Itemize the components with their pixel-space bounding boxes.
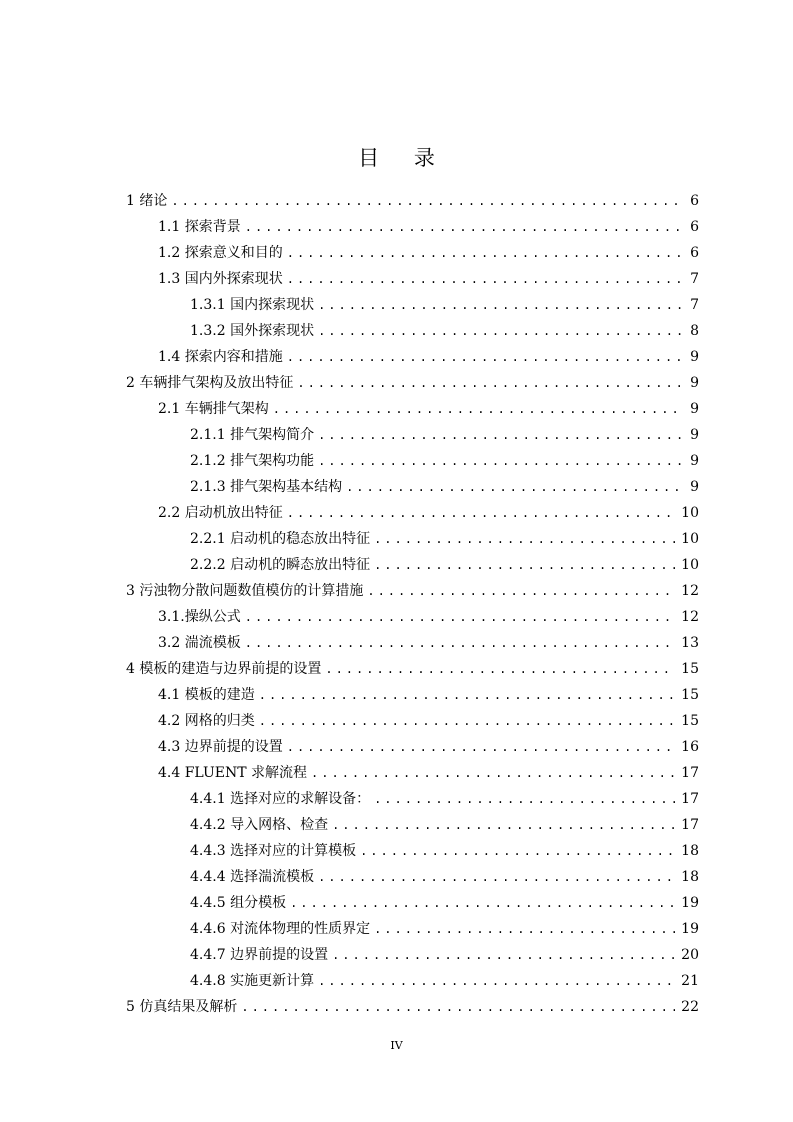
toc-dot-leader bbox=[318, 968, 675, 994]
toc-entry-label: 3.1.操纵公式 bbox=[158, 609, 241, 625]
toc-dot-leader bbox=[325, 656, 675, 682]
toc-entry[interactable] bbox=[126, 266, 699, 292]
toc-entry-page-number: 17 bbox=[681, 817, 699, 833]
toc-entry-label: 4.4.1 选择对应的求解设备： bbox=[190, 791, 371, 807]
toc-entry[interactable] bbox=[126, 578, 699, 604]
toc-entry-label: 4.4.5 组分模板 bbox=[190, 895, 287, 911]
toc-entry-label: 2.2 启动机放出特征 bbox=[158, 505, 283, 521]
toc-entry[interactable] bbox=[126, 838, 699, 864]
toc-entry[interactable] bbox=[126, 760, 699, 786]
toc-entry-page-number: 20 bbox=[681, 947, 699, 963]
toc-dot-leader bbox=[374, 552, 675, 578]
toc-entry-page-number: 12 bbox=[681, 583, 699, 599]
toc-entry-page-number: 19 bbox=[681, 921, 699, 937]
toc-entry[interactable] bbox=[126, 786, 699, 812]
toc-entry-label: 4.4 FLUENT 求解流程 bbox=[158, 765, 308, 781]
toc-entry[interactable] bbox=[126, 526, 699, 552]
toc-dot-leader bbox=[374, 786, 675, 812]
toc-dot-leader bbox=[360, 838, 675, 864]
toc-entry-page-number: 21 bbox=[681, 973, 699, 989]
toc-dot-leader bbox=[374, 526, 675, 552]
toc-dot-leader bbox=[287, 500, 675, 526]
toc-dot-leader bbox=[287, 240, 684, 266]
toc-dot-leader bbox=[245, 630, 675, 656]
toc-dot-leader bbox=[273, 396, 684, 422]
toc-entry-page-number: 6 bbox=[690, 245, 699, 261]
toc-entry-label: 2.1.2 排气架构功能 bbox=[190, 453, 315, 469]
toc-entry-label: 4.4.7 边界前提的设置 bbox=[190, 947, 329, 963]
toc-entry-label: 4 模板的建造与边界前提的设置 bbox=[126, 661, 322, 677]
toc-dot-leader bbox=[259, 708, 675, 734]
toc-dot-leader bbox=[318, 318, 684, 344]
toc-entry-label: 1.1 探索背景 bbox=[158, 219, 241, 235]
toc-entry[interactable] bbox=[126, 422, 699, 448]
toc-entry-page-number: 10 bbox=[681, 531, 699, 547]
toc-entry[interactable] bbox=[126, 344, 699, 370]
toc-entry-page-number: 7 bbox=[690, 271, 699, 287]
toc-entry-page-number: 9 bbox=[690, 401, 699, 417]
toc-entry-label: 4.4.2 导入网格、检查 bbox=[190, 817, 329, 833]
toc-entry-label: 4.2 网格的归类 bbox=[158, 713, 255, 729]
toc-entry-label: 4.1 模板的建造 bbox=[158, 687, 255, 703]
toc-entry[interactable] bbox=[126, 994, 699, 1020]
toc-entry-label: 3.2 湍流模板 bbox=[158, 635, 241, 651]
toc-entry[interactable] bbox=[126, 500, 699, 526]
table-of-contents bbox=[126, 188, 699, 1020]
toc-entry[interactable] bbox=[126, 682, 699, 708]
toc-dot-leader bbox=[245, 214, 684, 240]
toc-dot-leader bbox=[287, 266, 684, 292]
toc-entry[interactable] bbox=[126, 318, 699, 344]
toc-dot-leader bbox=[287, 344, 684, 370]
toc-entry[interactable] bbox=[126, 630, 699, 656]
toc-entry-page-number: 9 bbox=[690, 479, 699, 495]
toc-entry[interactable] bbox=[126, 396, 699, 422]
toc-entry-label: 2.1.3 排气架构基本结构 bbox=[190, 479, 343, 495]
toc-entry-label: 2.1 车辆排气架构 bbox=[158, 401, 269, 417]
toc-dot-leader bbox=[332, 812, 675, 838]
toc-dot-leader bbox=[318, 422, 684, 448]
toc-entry-label: 1.3.2 国外探索现状 bbox=[190, 323, 315, 339]
toc-entry[interactable] bbox=[126, 448, 699, 474]
toc-entry[interactable] bbox=[126, 604, 699, 630]
toc-dot-leader bbox=[318, 448, 684, 474]
toc-entry-label: 5 仿真结果及解析 bbox=[126, 999, 238, 1015]
toc-entry-page-number: 6 bbox=[690, 193, 699, 209]
toc-entry-label: 1.3.1 国内探索现状 bbox=[190, 297, 315, 313]
toc-entry-page-number: 18 bbox=[681, 869, 699, 885]
toc-dot-leader bbox=[245, 604, 675, 630]
toc-entry[interactable] bbox=[126, 890, 699, 916]
toc-dot-leader bbox=[346, 474, 684, 500]
toc-entry-page-number: 17 bbox=[681, 765, 699, 781]
toc-entry-label: 4.4.8 实施更新计算 bbox=[190, 973, 315, 989]
toc-entry[interactable] bbox=[126, 864, 699, 890]
toc-entry-label: 4.4.6 对流体物理的性质界定 bbox=[190, 921, 371, 937]
toc-dot-leader bbox=[287, 734, 675, 760]
toc-dot-leader bbox=[318, 292, 684, 318]
toc-entry-page-number: 7 bbox=[690, 297, 699, 313]
toc-entry-label: 4.4.4 选择湍流模板 bbox=[190, 869, 315, 885]
page-title: 目 录 bbox=[358, 146, 449, 170]
toc-entry-label: 1 绪论 bbox=[126, 193, 168, 209]
toc-entry-page-number: 9 bbox=[690, 453, 699, 469]
toc-dot-leader bbox=[332, 942, 675, 968]
toc-entry[interactable] bbox=[126, 370, 699, 396]
toc-dot-leader bbox=[297, 370, 684, 396]
toc-dot-leader bbox=[318, 864, 675, 890]
toc-entry[interactable] bbox=[126, 240, 699, 266]
toc-entry-label: 1.3 国内外探索现状 bbox=[158, 271, 283, 287]
toc-entry-page-number: 22 bbox=[681, 999, 699, 1015]
toc-dot-leader bbox=[367, 578, 675, 604]
toc-entry-label: 1.2 探索意义和目的 bbox=[158, 245, 283, 261]
toc-entry-page-number: 9 bbox=[690, 427, 699, 443]
toc-entry-label: 2.2.1 启动机的稳态放出特征 bbox=[190, 531, 371, 547]
toc-entry[interactable] bbox=[126, 812, 699, 838]
toc-entry-page-number: 10 bbox=[681, 557, 699, 573]
toc-dot-leader bbox=[311, 760, 675, 786]
toc-entry[interactable] bbox=[126, 292, 699, 318]
toc-entry-page-number: 12 bbox=[681, 609, 699, 625]
toc-entry[interactable] bbox=[126, 188, 699, 214]
toc-entry-page-number: 15 bbox=[681, 661, 699, 677]
toc-entry-page-number: 8 bbox=[690, 323, 699, 339]
toc-dot-leader bbox=[259, 682, 675, 708]
toc-entry[interactable] bbox=[126, 708, 699, 734]
toc-entry-page-number: 15 bbox=[681, 713, 699, 729]
toc-entry-page-number: 6 bbox=[690, 219, 699, 235]
toc-entry[interactable] bbox=[126, 552, 699, 578]
toc-entry-label: 2.1.1 排气架构简介 bbox=[190, 427, 315, 443]
toc-entry[interactable] bbox=[126, 656, 699, 682]
page-number-footer: IV bbox=[390, 1039, 403, 1052]
toc-dot-leader bbox=[171, 188, 684, 214]
toc-entry[interactable] bbox=[126, 734, 699, 760]
toc-entry-page-number: 9 bbox=[690, 375, 699, 391]
toc-entry-page-number: 16 bbox=[681, 739, 699, 755]
toc-entry-page-number: 15 bbox=[681, 687, 699, 703]
toc-entry[interactable] bbox=[126, 474, 699, 500]
toc-entry[interactable] bbox=[126, 214, 699, 240]
toc-dot-leader bbox=[290, 890, 675, 916]
toc-entry-label: 3 污浊物分散问题数值模仿的计算措施 bbox=[126, 583, 364, 599]
toc-entry[interactable] bbox=[126, 942, 699, 968]
toc-entry-label: 1.4 探索内容和措施 bbox=[158, 349, 283, 365]
toc-entry-page-number: 10 bbox=[681, 505, 699, 521]
toc-entry[interactable] bbox=[126, 968, 699, 994]
toc-dot-leader bbox=[241, 994, 675, 1020]
toc-entry-page-number: 13 bbox=[681, 635, 699, 651]
toc-entry[interactable] bbox=[126, 916, 699, 942]
toc-entry-label: 4.3 边界前提的设置 bbox=[158, 739, 283, 755]
toc-dot-leader bbox=[374, 916, 675, 942]
toc-entry-page-number: 19 bbox=[681, 895, 699, 911]
toc-entry-label: 4.4.3 选择对应的计算模板 bbox=[190, 843, 357, 859]
toc-entry-page-number: 9 bbox=[690, 349, 699, 365]
toc-entry-page-number: 18 bbox=[681, 843, 699, 859]
toc-entry-label: 2 车辆排气架构及放出特征 bbox=[126, 375, 294, 391]
toc-entry-page-number: 17 bbox=[681, 791, 699, 807]
toc-entry-label: 2.2.2 启动机的瞬态放出特征 bbox=[190, 557, 371, 573]
